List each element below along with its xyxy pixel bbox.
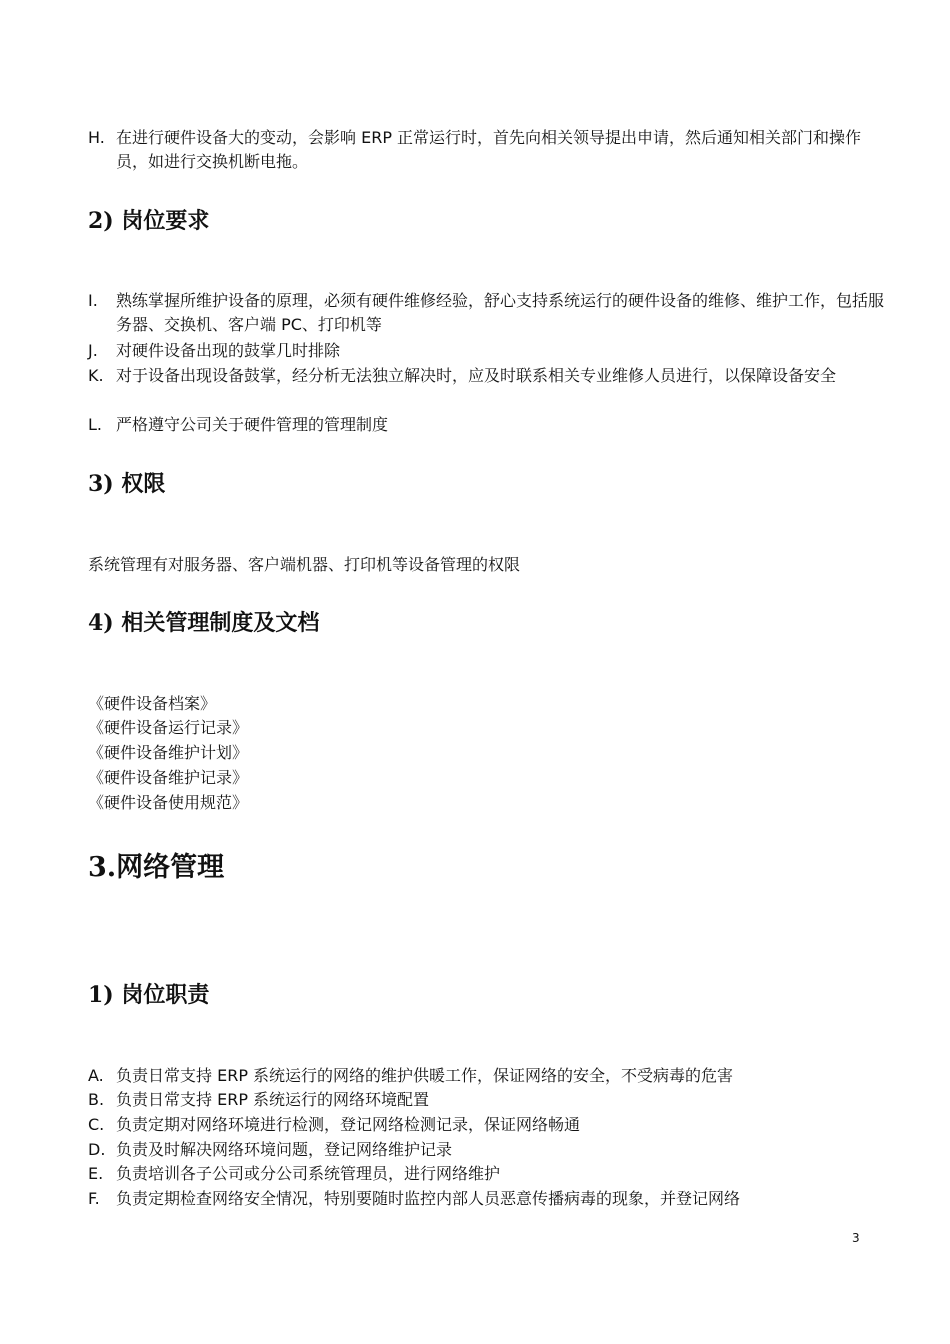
list-text: 负责及时解决网络环境问题，登记网络维护记录 bbox=[116, 1140, 453, 1159]
document-item: 《硬件设备维护记录》 bbox=[88, 768, 249, 787]
section-heading-documents: 4) 相关管理制度及文档 bbox=[88, 610, 320, 636]
list-marker: D. bbox=[88, 1140, 106, 1159]
list-item-a bbox=[88, 1064, 888, 1088]
list-item-h bbox=[88, 126, 888, 174]
list-text: 负责日常支持 ERP 系统运行的网络的维护供暖工作，保证网络的安全，不受病毒的危害 bbox=[116, 1066, 734, 1085]
list-item-l bbox=[88, 413, 888, 437]
list-text: 在进行硬件设备大的变动，会影响 ERP 正常运行时，首先向相关领导提出申请，然后通知相关部门和操作员，如进行交换机断电拖。 bbox=[116, 128, 862, 171]
list-item-c bbox=[88, 1113, 888, 1137]
list-item-d bbox=[88, 1138, 888, 1162]
document-item: 《硬件设备维护计划》 bbox=[88, 743, 249, 762]
list-item-b bbox=[88, 1088, 888, 1112]
list-text: 负责定期检查网络安全情况，特别要随时监控内部人员恶意传播病毒的现象，并登记网络 bbox=[116, 1189, 741, 1208]
list-marker: K. bbox=[88, 366, 104, 385]
list-item-k bbox=[88, 364, 888, 388]
list-marker: F. bbox=[88, 1189, 100, 1208]
list-text: 负责培训各子公司或分公司系统管理员，进行网络维护 bbox=[116, 1164, 501, 1183]
document-item: 《硬件设备档案》 bbox=[88, 694, 217, 713]
document-item: 《硬件设备使用规范》 bbox=[88, 793, 249, 812]
document-item: 《硬件设备运行记录》 bbox=[88, 718, 249, 737]
permissions-text: 系统管理有对服务器、客户端机器、打印机等设备管理的权限 bbox=[88, 555, 521, 574]
list-item-f bbox=[88, 1187, 888, 1211]
list-marker: C. bbox=[88, 1115, 105, 1134]
list-text: 负责定期对网络环境进行检测，登记网络检测记录，保证网络畅通 bbox=[116, 1115, 581, 1134]
list-text: 熟练掌握所维护设备的原理，必须有硬件维修经验，舒心支持系统运行的硬件设备的维修、维护工作，包括服务器、交换机、客户端 PC、打印机等 bbox=[116, 291, 885, 334]
chapter-heading-network: 3.网络管理 bbox=[88, 852, 225, 883]
list-item-e bbox=[88, 1162, 888, 1186]
list-marker: E. bbox=[88, 1164, 104, 1183]
list-marker: J. bbox=[88, 341, 98, 360]
list-marker: L. bbox=[88, 415, 102, 434]
list-marker: B. bbox=[88, 1090, 105, 1109]
page-number: 3 bbox=[852, 1231, 860, 1245]
section-heading-requirements: 2) 岗位要求 bbox=[88, 208, 210, 234]
list-text: 严格遵守公司关于硬件管理的管理制度 bbox=[116, 415, 389, 434]
list-marker: H. bbox=[88, 128, 105, 147]
list-item-i bbox=[88, 289, 888, 337]
list-marker: I. bbox=[88, 291, 98, 310]
section-heading-duties: 1) 岗位职责 bbox=[88, 982, 210, 1008]
list-item-j bbox=[88, 339, 888, 363]
list-text: 对于设备出现设备鼓掌，经分析无法独立解决时，应及时联系相关专业维修人员进行，以保障设备安全 bbox=[116, 366, 837, 385]
list-marker: A. bbox=[88, 1066, 104, 1085]
list-text: 对硬件设备出现的鼓掌几时排除 bbox=[116, 341, 341, 360]
section-heading-permissions: 3) 权限 bbox=[88, 471, 166, 497]
list-text: 负责日常支持 ERP 系统运行的网络环境配置 bbox=[116, 1090, 430, 1109]
